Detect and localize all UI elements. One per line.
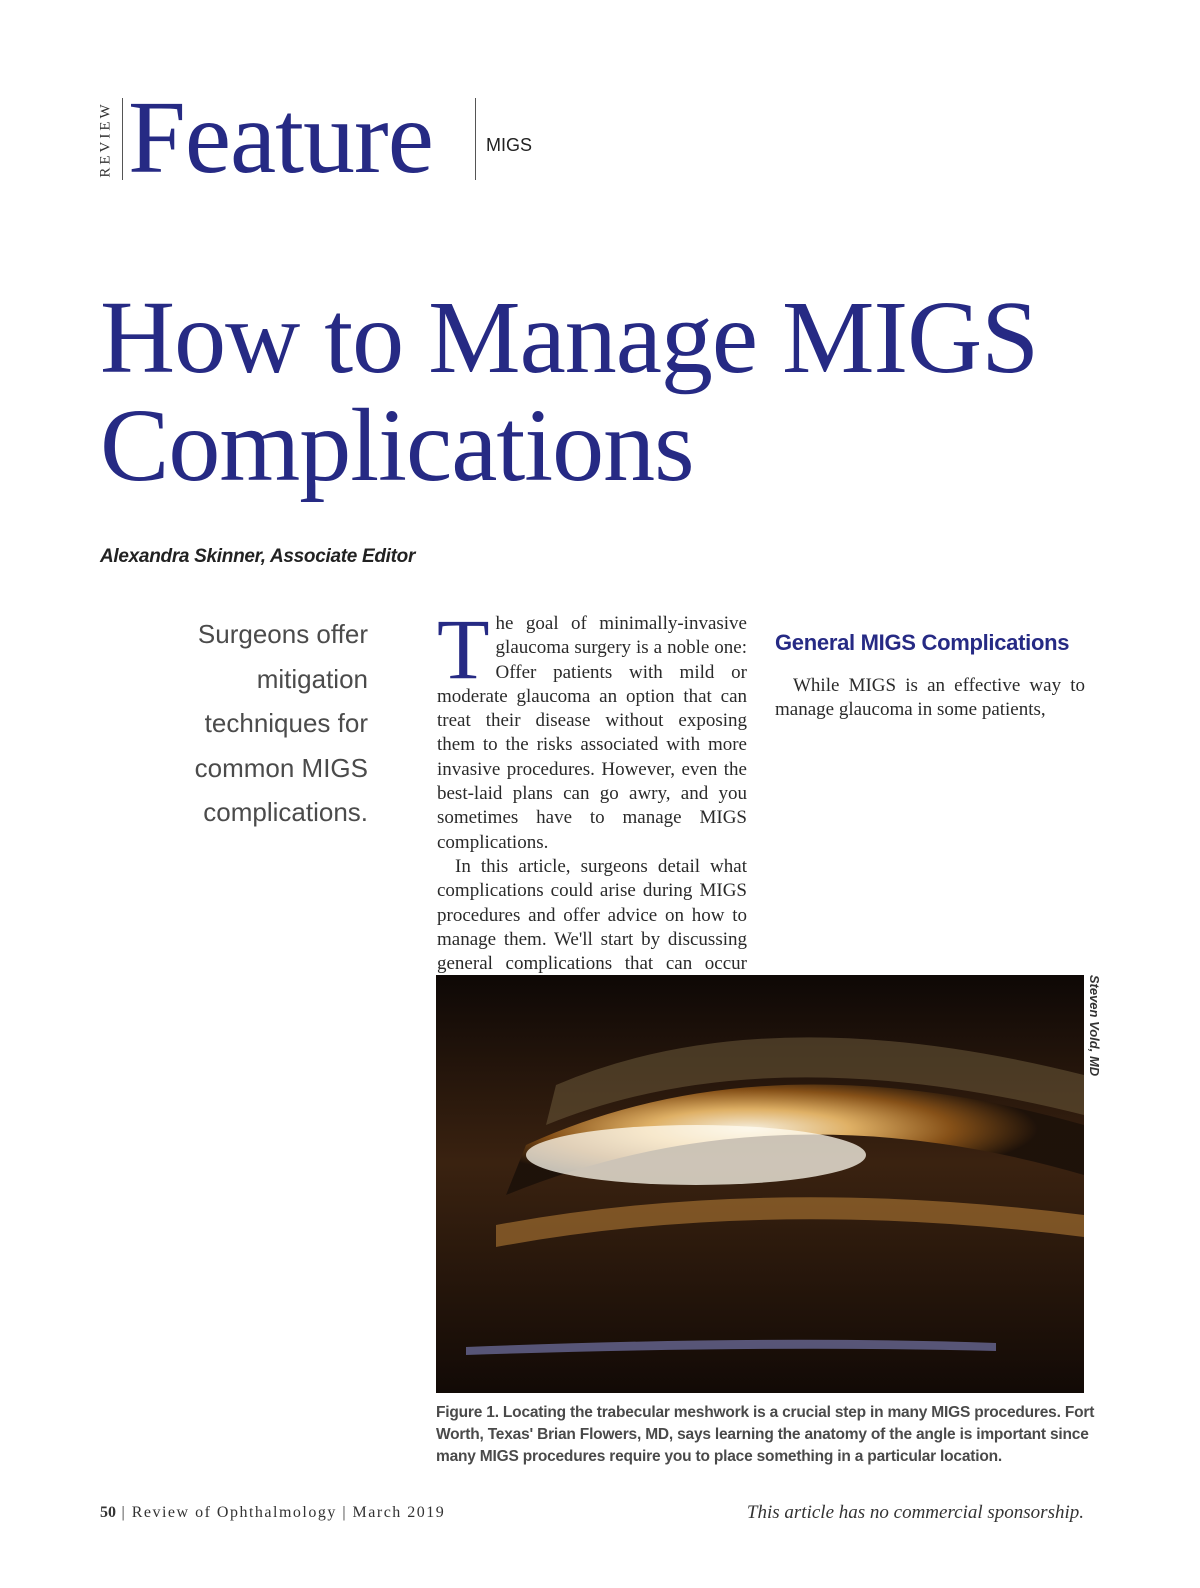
folio-divider: | bbox=[342, 1504, 353, 1521]
issue-date: March 2019 bbox=[352, 1504, 446, 1521]
body-column-right bbox=[775, 612, 1085, 723]
section-subhead: General MIGS Complications bbox=[775, 630, 1070, 655]
feature-word: Feature bbox=[128, 80, 433, 195]
footer-folio bbox=[100, 1504, 445, 1522]
paragraph-general bbox=[775, 674, 1085, 723]
section-tag: MIGS bbox=[486, 135, 533, 155]
review-tag-text: REVIEW bbox=[97, 100, 114, 178]
figure-caption: Figure 1. Locating the trabecular meshwork is a crucial step in many MIGS procedures. Fort Worth, Texas' Brian Flowers, MD, says learning the anatomy of the angle is important since many MIGS procedures require you to place something in a particular location. bbox=[436, 1404, 1095, 1465]
photo-credit bbox=[1082, 975, 1108, 1075]
review-tag bbox=[86, 98, 126, 180]
article-title bbox=[100, 280, 1100, 503]
figure-image-gonioscopy bbox=[436, 975, 1084, 1393]
article-title-line2: Complications bbox=[100, 388, 694, 503]
article-title-line1: How to Manage MIGS bbox=[100, 280, 1039, 395]
paragraph-overview-text: In this article, surgeons detail what complications could arise during MIGS procedures and offer advice on how to manage them. We'll start by discussing general complications that can occur bbox=[437, 855, 747, 975]
folio-divider: | bbox=[121, 1504, 132, 1521]
sponsorship-note: This article has no commercial sponsorship. bbox=[746, 1502, 1084, 1523]
header-divider-left bbox=[122, 98, 123, 180]
byline: Alexandra Skinner, Associate Editor bbox=[100, 546, 416, 567]
header-divider-right bbox=[475, 98, 476, 180]
paragraph-intro-text: he goal of minimally-invasive glaucoma surgery is a noble one: Offer patients with mild or moderate glaucoma an option that can treat their disease without exposing them to the risks associated with more invasive procedures. However, even the best-laid plans can go awry, and you sometimes have to manage MIGS complications. bbox=[437, 613, 747, 853]
drop-cap: T bbox=[437, 601, 490, 697]
paragraph-intro bbox=[437, 601, 747, 855]
page-number: 50 bbox=[100, 1504, 116, 1521]
photo-credit-text: Steven Vold, MD bbox=[1087, 974, 1103, 1076]
paragraph-general-text: While MIGS is an effective way to manage glaucoma in some patients, bbox=[775, 675, 1085, 721]
gonioscopy-photo bbox=[436, 975, 1084, 1393]
deck-pullquote: Surgeons offer mitigation techniques for common MIGS complications. bbox=[194, 619, 368, 827]
publication-name: Review of Ophthalmology bbox=[131, 1504, 337, 1521]
